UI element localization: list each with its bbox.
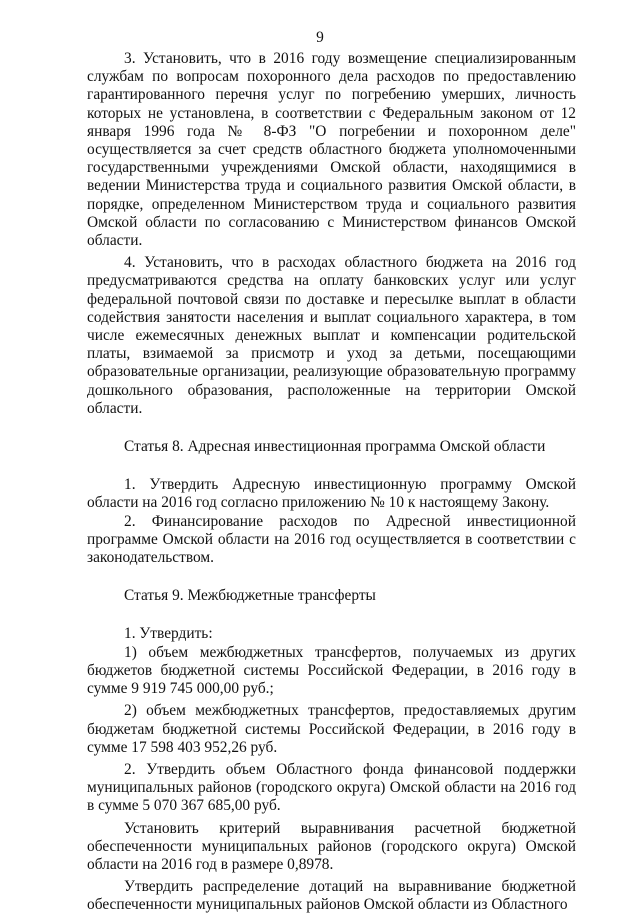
article-9-item-1-1: 1) объем межбюджетных трансфертов, получаемых из других бюджетов бюджетной системы Российской Федерации, в 2016 году в сумме 9 919 745 000,00 руб.; <box>87 643 576 698</box>
article-8-item-1: 1. Утвердить Адресную инвестиционную программу Омской области на 2016 год согласно приложению № 10 к настоящему Закону. <box>87 476 576 512</box>
article-8-heading: Статья 8. Адресная инвестиционная программа Омской области <box>124 438 546 456</box>
document-body <box>87 50 576 915</box>
article-9-heading: Статья 9. Межбюджетные трансферты <box>124 587 376 605</box>
article-9-item-1-2: 2) объем межбюджетных трансфертов, предоставляемых другим бюджетам бюджетной системы Российской Федерации, в 2016 году в сумме 17 598 403 952,26 руб. <box>87 702 576 756</box>
article-9-item-1: 1. Утвердить: <box>124 625 213 643</box>
article-9-item-2: 2. Утвердить объем Областного фонда финансовой поддержки муниципальных районов (городского округа) Омской области на 2016 год в сумме 5 070 367 685,00 руб. <box>87 760 576 815</box>
page-number: 9 <box>316 29 324 46</box>
article-9-paragraph-criterion: Установить критерий выравнивания расчетной бюджетной обеспеченности муниципальных районов (городского округа) Омской области на 2016 год в размере 0,8978. <box>87 819 576 873</box>
paragraph-4: 4. Установить, что в расходах областного бюджета на 2016 год предусматриваются средства на оплату банковских услуг или услуг федеральной почтовой связи по доставке и пересылке выплат в области содействия занятости населения и выплат социального характера, в том числе ежемесячных денежных выплат и компенсации родительской платы, взимаемой за присмотр и уход за детьми, посещающими образовательные организации, реализующие образовательную программу дошкольного образования, расположенные на территории Омской области. <box>87 254 576 417</box>
article-9-paragraph-distribution: Утвердить распределение дотаций на выравнивание бюджетной обеспеченности муниципальных районов Омской области из Областного <box>87 878 576 914</box>
article-8-item-2: 2. Финансирование расходов по Адресной инвестиционной программе Омской области на 2016 год осуществляется в соответствии с законодательством. <box>87 512 576 567</box>
paragraph-3: 3. Установить, что в 2016 году возмещение специализированным службам по вопросам похоронного дела расходов по предоставлению гарантированного перечня услуг по погребению умерших, личность которых не установлена, в соответствии с Федеральным законом от 12 января 1996 года № 8-ФЗ "О погребении и похоронном деле" осуществляется за счет средств областного бюджета уполномоченными государственными учреждениями Омской области, находящимися в ведении Министерства труда и социального развития Омской области, в порядке, определенном Министерством труда и социального развития Омской области по согласованию с Министерством финансов Омской области. <box>87 50 576 250</box>
